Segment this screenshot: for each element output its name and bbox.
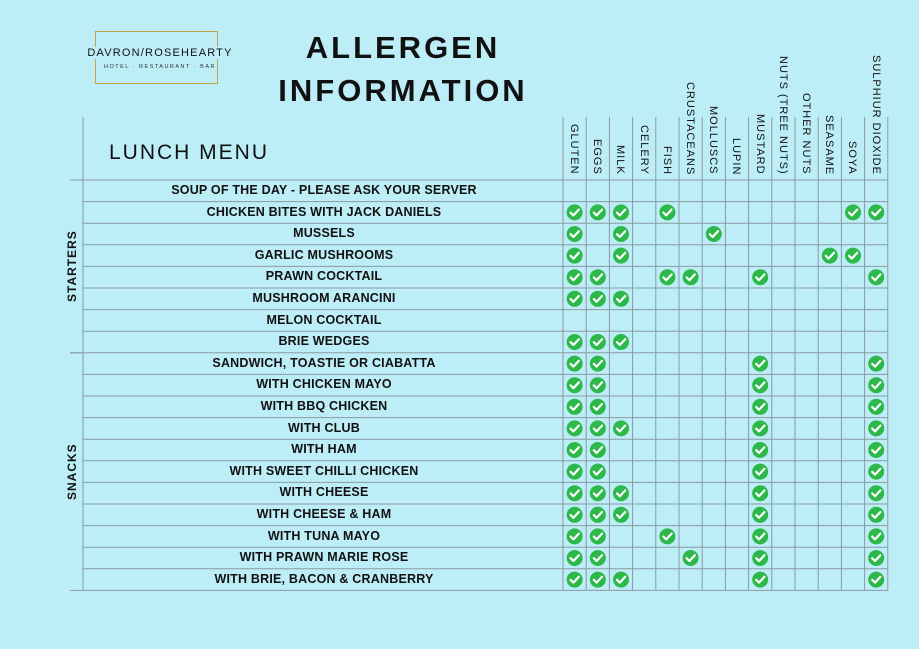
check-circle-icon [752, 399, 768, 415]
check-circle-icon [868, 550, 884, 566]
allergen-column-label: SEASAME [823, 115, 836, 176]
check-circle-icon [822, 248, 838, 264]
allergen-column-label: MUSTARD [753, 114, 766, 175]
check-circle-icon [613, 248, 629, 264]
check-circle-icon [752, 442, 768, 458]
check-circle-icon [590, 442, 606, 458]
check-circle-icon [706, 226, 722, 242]
allergen-column-label: MOLLUSCS [707, 106, 720, 175]
check-circle-icon [868, 204, 884, 220]
check-circle-icon [567, 507, 583, 523]
menu-item-name: MUSSELS [293, 226, 355, 241]
check-circle-icon [752, 356, 768, 372]
check-circle-icon [752, 572, 768, 588]
check-circle-icon [613, 572, 629, 588]
check-circle-icon [567, 420, 583, 436]
check-circle-icon [567, 269, 583, 285]
check-circle-icon [752, 550, 768, 566]
check-circle-icon [752, 507, 768, 523]
check-circle-icon [567, 226, 583, 242]
allergen-column-label: CRUSTACEANS [684, 82, 696, 176]
allergen-column-label: SULPHIUR DIOXIDE [869, 55, 882, 175]
menu-title: LUNCH MENU [109, 141, 270, 164]
check-circle-icon [868, 269, 884, 285]
check-circle-icon [752, 485, 768, 501]
check-circle-icon [752, 269, 768, 285]
check-circle-icon [613, 334, 629, 350]
check-circle-icon [590, 485, 606, 501]
check-circle-icon [567, 377, 583, 393]
section-label: STARTERS [65, 230, 79, 303]
menu-item-name: WITH CHEESE [279, 485, 369, 500]
menu-item-name: BRIE WEDGES [278, 334, 370, 349]
check-circle-icon [567, 572, 583, 588]
check-circle-icon [868, 420, 884, 436]
check-circle-icon [590, 550, 606, 566]
allergen-column-label: LUPIN [730, 138, 743, 176]
check-circle-icon [613, 485, 629, 501]
check-circle-icon [659, 269, 675, 285]
menu-item-name: WITH TUNA MAYO [267, 528, 381, 543]
check-circle-icon [683, 550, 699, 566]
check-circle-icon [752, 464, 768, 480]
check-circle-icon [845, 204, 861, 220]
check-circle-icon [659, 204, 675, 220]
allergen-column-label: SOYA [846, 141, 859, 175]
check-circle-icon [590, 334, 606, 350]
check-circle-icon [590, 399, 606, 415]
check-circle-icon [567, 550, 583, 566]
check-circle-icon [590, 356, 606, 372]
menu-item-name: SOUP OF THE DAY - PLEASE ASK YOUR SERVER [171, 183, 477, 197]
check-circle-icon [868, 507, 884, 523]
check-circle-icon [868, 528, 884, 544]
allergen-column-label: EGGS [591, 139, 604, 175]
menu-item-name: WITH HAM [291, 442, 357, 457]
check-circle-icon [868, 572, 884, 588]
check-circle-icon [567, 485, 583, 501]
logo-tagline: HOTEL · RESTAURANT · BAR [104, 64, 216, 70]
check-circle-icon [590, 204, 606, 220]
check-circle-icon [590, 464, 606, 480]
check-circle-icon [868, 464, 884, 480]
check-circle-icon [613, 226, 629, 242]
menu-item-name: WITH BBQ CHICKEN [260, 399, 388, 413]
logo-name: DAVRON/ROSEHEARTY [60, 47, 260, 59]
page-title-line-1: ALLERGEN [305, 30, 501, 65]
menu-item-name: WITH BRIE, BACON & CRANBERRY [214, 571, 434, 586]
menu-item-name: WITH CHEESE & HAM [256, 507, 392, 521]
menu-item-name: WITH SWEET CHILLI CHICKEN [229, 463, 419, 478]
check-circle-icon [613, 420, 629, 436]
check-circle-icon [567, 399, 583, 415]
check-circle-icon [567, 334, 583, 350]
check-circle-icon [567, 356, 583, 372]
allergen-column-label: NUTS (TREE NUTS) [776, 56, 789, 175]
allergen-column-label: CELERY [637, 125, 650, 175]
check-circle-icon [752, 377, 768, 393]
check-circle-icon [567, 528, 583, 544]
check-circle-icon [590, 377, 606, 393]
check-circle-icon [567, 464, 583, 480]
check-circle-icon [590, 572, 606, 588]
section-label: SNACKS [65, 443, 79, 501]
menu-item-name: PRAWN COCKTAIL [265, 269, 383, 284]
check-circle-icon [868, 356, 884, 372]
check-circle-icon [590, 291, 606, 307]
menu-item-name: WITH PRAWN MARIE ROSE [239, 550, 409, 565]
check-circle-icon [659, 528, 675, 544]
allergen-column-label: OTHER NUTS [800, 93, 812, 175]
check-circle-icon [590, 528, 606, 544]
check-circle-icon [868, 485, 884, 501]
check-circle-icon [590, 507, 606, 523]
check-circle-icon [868, 442, 884, 458]
check-circle-icon [613, 507, 629, 523]
menu-item-name: MUSHROOM ARANCINI [252, 291, 396, 305]
check-circle-icon [868, 399, 884, 415]
check-circle-icon [567, 291, 583, 307]
check-circle-icon [567, 248, 583, 264]
check-circle-icon [613, 204, 629, 220]
menu-item-name: SANDWICH, TOASTIE OR CIABATTA [212, 355, 436, 370]
check-circle-icon [590, 420, 606, 436]
check-circle-icon [613, 291, 629, 307]
check-circle-icon [752, 528, 768, 544]
check-circle-icon [567, 204, 583, 220]
check-circle-icon [590, 269, 606, 285]
menu-item-name: WITH CHICKEN MAYO [256, 377, 392, 392]
menu-item-name: GARLIC MUSHROOMS [254, 247, 394, 262]
menu-item-name: CHICKEN BITES WITH JACK DANIELS [206, 204, 442, 219]
menu-item-name: WITH CLUB [288, 420, 360, 435]
check-circle-icon [868, 377, 884, 393]
check-circle-icon [752, 420, 768, 436]
allergen-column-label: FISH [660, 146, 673, 176]
allergen-column-label: MILK [614, 145, 627, 175]
check-circle-icon [567, 442, 583, 458]
allergen-column-label: GLUTEN [568, 124, 580, 175]
check-circle-icon [683, 269, 699, 285]
menu-item-name: MELON COCKTAIL [266, 312, 382, 327]
page-title-line-2: INFORMATION [278, 73, 528, 108]
check-circle-icon [845, 248, 861, 264]
